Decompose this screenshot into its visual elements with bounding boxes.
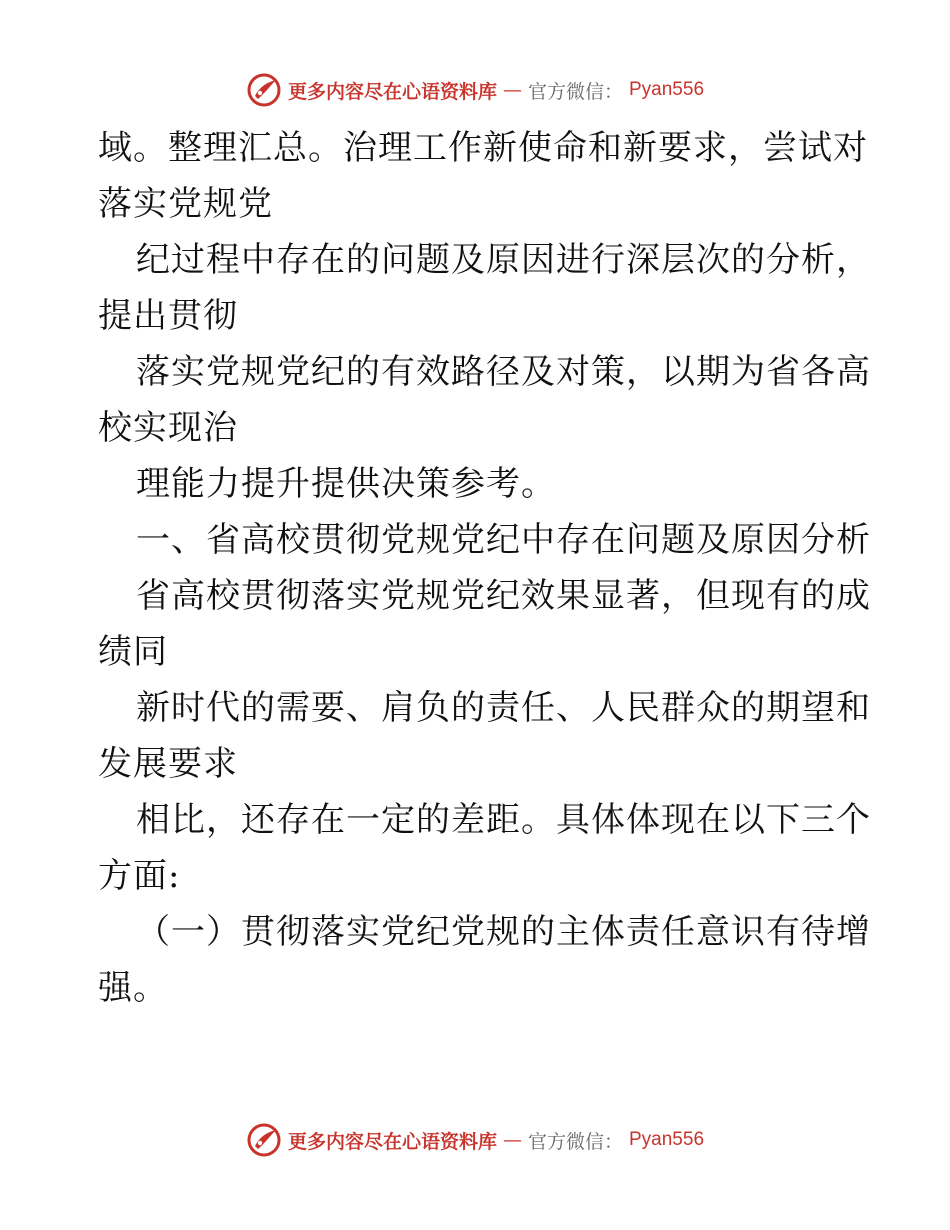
text-line: 落实党规党纪的有效路径及对策，以期为省各高 xyxy=(136,352,871,392)
text-line: 纪过程中存在的问题及原因进行深层次的分析， xyxy=(136,240,871,280)
footer-wechat-label: 官方微信： xyxy=(527,1130,623,1153)
brand-logo-icon xyxy=(246,1122,282,1158)
footer-dash: — xyxy=(502,1129,522,1151)
text-line: 省高校贯彻落实党规党纪效果显著，但现有的成 xyxy=(136,576,871,616)
text-line: 新时代的需要、肩负的责任、人民群众的期望和 xyxy=(136,688,871,728)
footer-brand-text: 更多内容尽在心语资料库 xyxy=(287,1130,497,1153)
footer-watermark-banner xyxy=(0,1120,950,1160)
header-wechat-label: 官方微信： xyxy=(527,80,623,103)
text-line: 域。整理汇总。治理工作新使命和新要求，尝试对 xyxy=(98,128,868,168)
text-line: 校实现治 xyxy=(98,408,238,448)
text-line: （一）贯彻落实党纪党规的主体责任意识有待增 xyxy=(136,912,871,952)
brand-logo-icon xyxy=(246,72,282,108)
text-line: 提出贯彻 xyxy=(98,296,238,336)
footer-wechat-id: Pyan556 xyxy=(629,1129,705,1150)
header-watermark-banner xyxy=(0,70,950,110)
text-line: 落实党规党 xyxy=(98,184,273,224)
text-line: 绩同 xyxy=(98,632,168,672)
text-line: 相比，还存在一定的差距。具体体现在以下三个 xyxy=(136,800,871,840)
text-line: 方面: xyxy=(98,856,181,896)
text-line: 发展要求 xyxy=(98,744,238,784)
header-dash: — xyxy=(502,79,522,101)
text-line: 一、省高校贯彻党规党纪中存在问题及原因分析 xyxy=(136,520,871,560)
header-wechat-id: Pyan556 xyxy=(629,79,705,100)
document-body xyxy=(98,120,871,1016)
header-brand-text: 更多内容尽在心语资料库 xyxy=(287,80,497,103)
text-line: 理能力提升提供决策参考。 xyxy=(136,464,556,504)
text-line: 强。 xyxy=(98,968,168,1008)
